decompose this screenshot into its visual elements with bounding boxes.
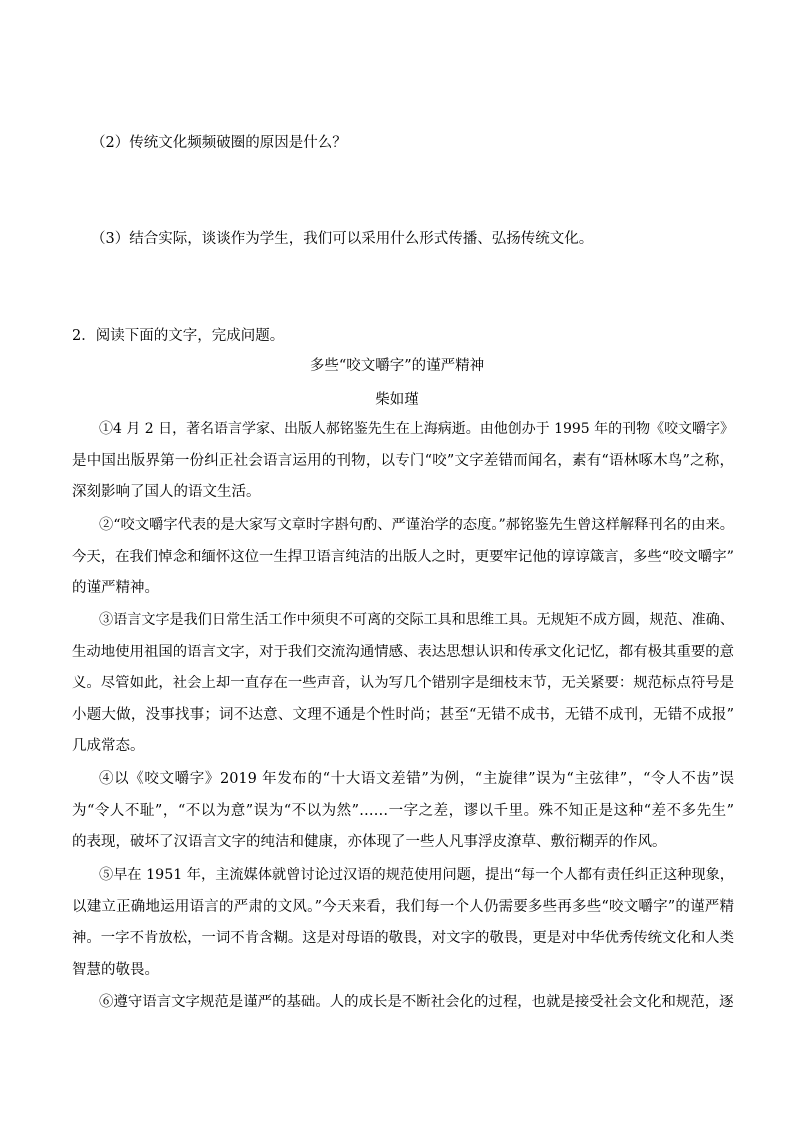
paragraph-4 <box>72 764 734 859</box>
question-2: （2）传统文化频频破圈的原因是什么？ <box>91 135 347 151</box>
paragraph-line: 的谨严精神。 <box>72 580 159 596</box>
paragraph-line: 生动地使用祖国的语言文字，对于我们交流沟通情感、表达思想认识和传承文化记忆，都有极其重要的意 <box>72 643 734 660</box>
paragraph-line: ③语言文字是我们日常生活工作中须臾不可离的交际工具和思维工具。无规矩不成方圆，规范、准确、 <box>99 612 734 628</box>
paragraph-line: 几成常态。 <box>72 738 145 754</box>
paragraph-line: 今天，在我们悼念和缅怀这位一生捍卫语言纯洁的出版人之时，更要牢记他的谆谆箴言，多些“咬文嚼字” <box>72 548 734 565</box>
paragraph-line: 神。一字不肯放松，一词不肯含糊。这是对母语的敬畏，对文字的敬畏，更是对中华优秀传统文化和人类 <box>72 930 734 946</box>
question-3: （3）结合实际，谈谈作为学生，我们可以采用什么形式传播、弘扬传统文化。 <box>91 231 594 247</box>
paragraph-1 <box>72 414 734 509</box>
paragraph-line: ②“咬文嚼字代表的是大家写文章时字斟句酌、严谨治学的态度。”郝铭鉴先生曾这样解释刊名的由来。 <box>99 517 734 533</box>
paragraph-line: ⑤早在 1951 年，主流媒体就曾讨论过汉语的规范使用问题，提出“每一个人都有责任纠正这种现象， <box>99 867 734 883</box>
paragraph-line: 义。尽管如此，社会上却一直存在一些声音，认为写几个错别字是细枝末节，无关紧要：规范标点符号是 <box>72 675 734 691</box>
paragraph-5 <box>72 860 734 986</box>
paragraph-line: 是中国出版界第一份纠正社会语言运用的刊物，以专门“咬”文字差错而闻名，素有“语林啄木鸟”之称， <box>72 452 734 469</box>
paragraph-line: 小题大做，没事找事；词不达意、文理不通是个性时尚；甚至“无错不成书，无错不成刊，无错不成报” <box>72 706 734 723</box>
paragraph-line: ①4 月 2 日，著名语言学家、出版人郝铭鉴先生在上海病逝。由他创办于 1995 年的刊物《咬文嚼字》 <box>99 421 734 437</box>
paragraph-6 <box>72 987 734 1019</box>
paragraph-line: 为“令人不耻”，“不以为意”误为“不以为然”……一字之差，谬以千里。殊不知正是这种“差不多先生” <box>72 802 734 819</box>
paragraph-3 <box>72 605 734 763</box>
paragraph-line: 深刻影响了国人的语文生活。 <box>72 484 261 500</box>
paragraph-line: ⑥遵守语言文字规范是谨严的基础。人的成长是不断社会化的过程，也就是接受社会文化和规范，逐 <box>99 994 734 1010</box>
article-author: 柴如瑾 <box>375 392 419 408</box>
section-intro: 2．阅读下面的文字，完成问题。 <box>72 328 285 344</box>
paragraph-2 <box>72 510 734 605</box>
paragraph-line: ④以《咬文嚼字》2019 年发布的“十大语文差错”为例，“主旋律”误为“主弦律”，“令人不齿”误 <box>99 771 734 787</box>
paragraph-line: 的表现，破坏了汉语言文字的纯洁和健康，亦体现了一些人凡事浮皮潦草、敷衍糊弄的作风。 <box>72 834 667 850</box>
paragraph-line: 智慧的敬畏。 <box>72 961 159 978</box>
article-title: 多些“咬文嚼字”的谨严精神 <box>309 358 485 374</box>
paragraph-line: 以建立正确地运用语言的严肃的文风。”今天来看，我们每一个人仍需要多些再多些“咬文嚼字”的谨严精 <box>72 898 734 915</box>
